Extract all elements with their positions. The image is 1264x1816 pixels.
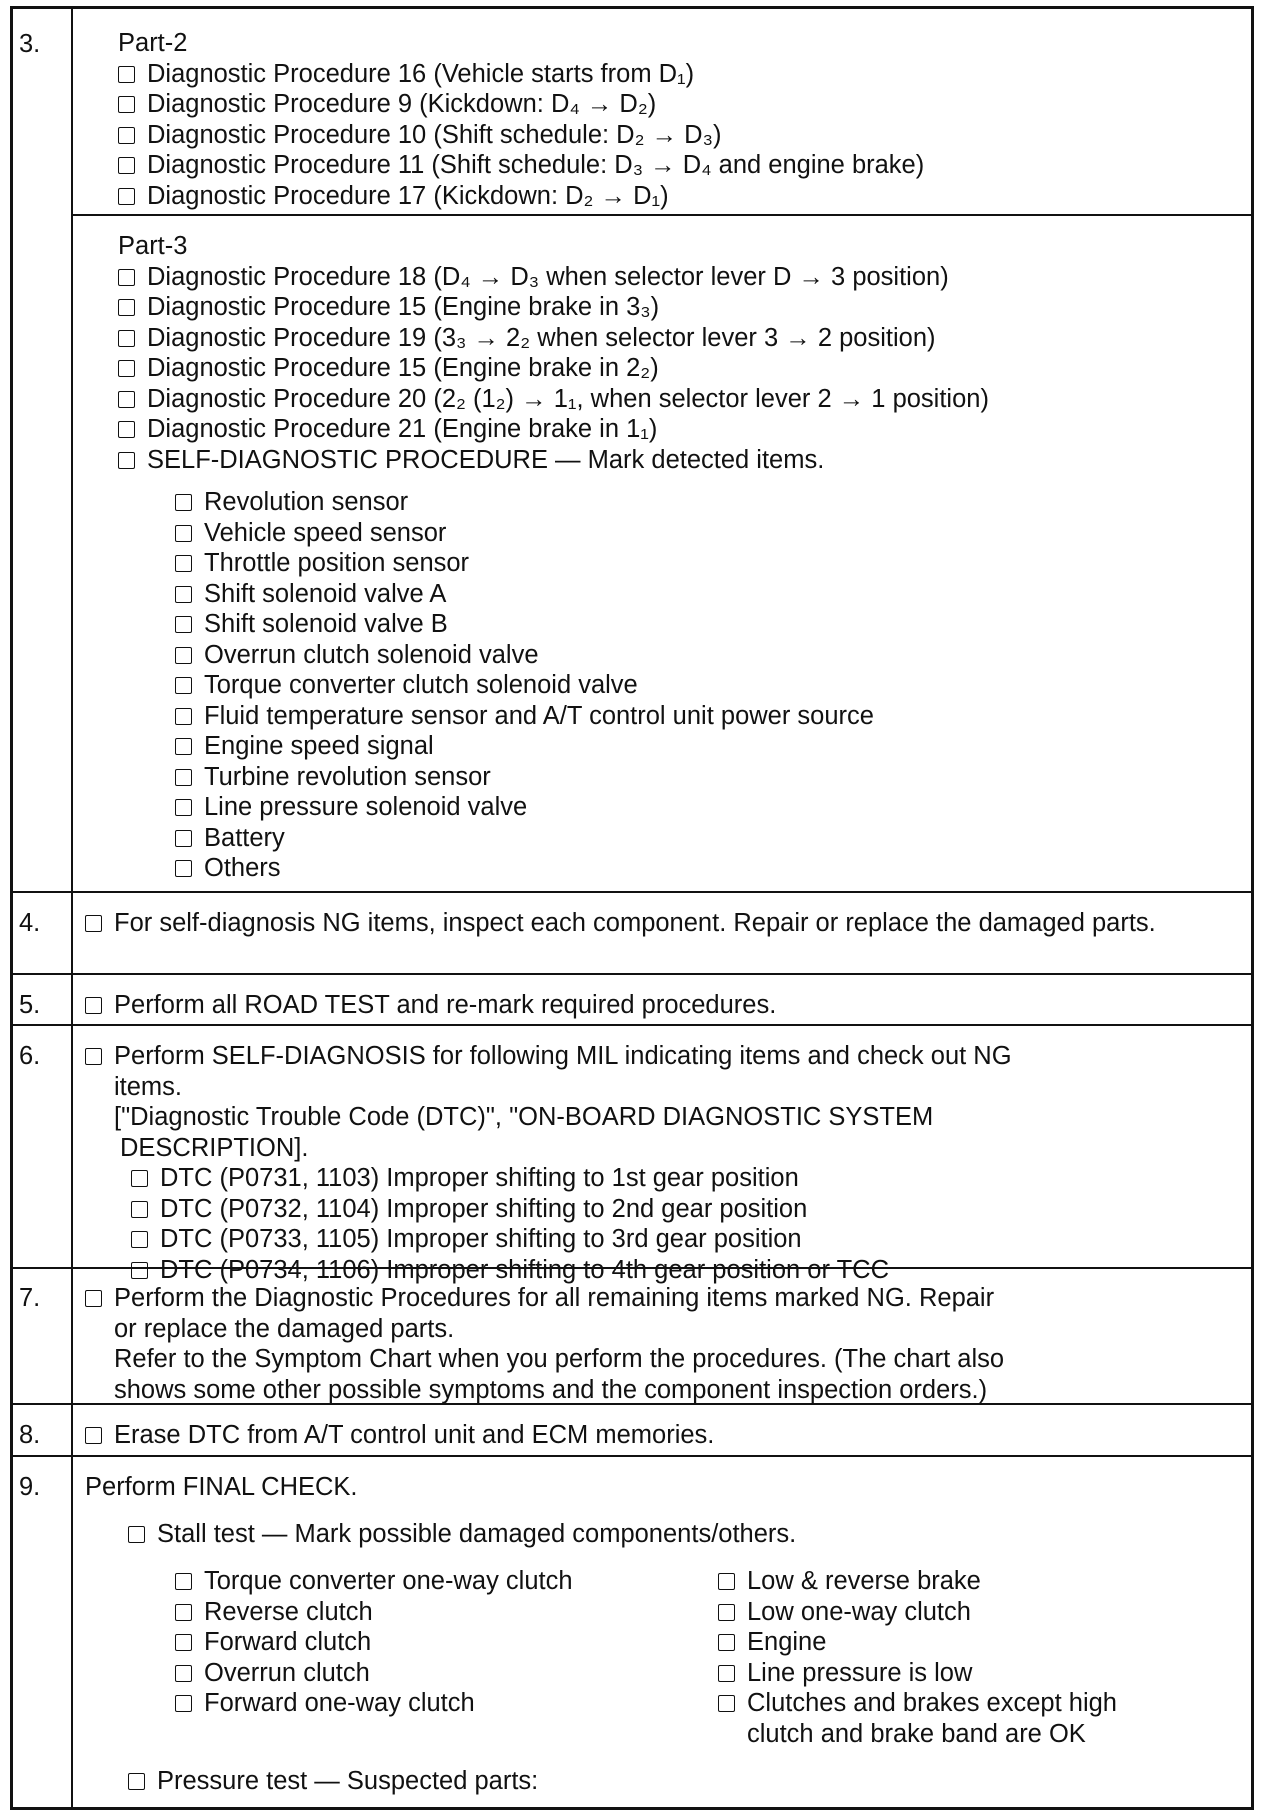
stall-item[interactable]: Low one-way clutch: [718, 1597, 1117, 1628]
checkbox[interactable]: [118, 391, 135, 408]
checkbox[interactable]: [118, 421, 135, 438]
row-divider: [13, 1455, 1251, 1457]
checklist-table: [10, 6, 1254, 1810]
stall-item[interactable]: Reverse clutch: [175, 1597, 573, 1628]
row-divider: [13, 973, 1251, 975]
step-4-item[interactable]: For self-diagnosis NG items, inspect each component. Repair or replace the damaged parts.: [85, 908, 1205, 939]
checkbox[interactable]: [128, 1773, 145, 1790]
part-2-title: Part-2: [118, 29, 188, 57]
checkbox[interactable]: [128, 1526, 145, 1543]
checkbox[interactable]: [175, 494, 192, 511]
checklist-item[interactable]: Diagnostic Procedure 10 (Shift schedule: D₂ → D₃): [118, 120, 924, 151]
checkbox[interactable]: [85, 1048, 102, 1065]
checklist-item[interactable]: Diagnostic Procedure 19 (3₃ → 2₂ when selector lever 3 → 2 position): [118, 323, 989, 354]
stall-item[interactable]: Overrun clutch: [175, 1658, 573, 1689]
checkbox[interactable]: [718, 1634, 735, 1651]
checkbox[interactable]: [85, 1427, 102, 1444]
checkbox[interactable]: [85, 997, 102, 1014]
checkbox[interactable]: [85, 1290, 102, 1307]
checkbox[interactable]: [175, 830, 192, 847]
stall-item[interactable]: Low & reverse brake: [718, 1566, 1117, 1597]
checkbox[interactable]: [131, 1231, 148, 1248]
checkbox[interactable]: [175, 1573, 192, 1590]
checkbox[interactable]: [718, 1695, 735, 1712]
checkbox[interactable]: [175, 799, 192, 816]
checkbox[interactable]: [175, 677, 192, 694]
component-item[interactable]: Battery: [175, 823, 874, 854]
part-3-title: Part-3: [118, 232, 188, 260]
stall-left-column: [175, 1566, 573, 1719]
checkbox[interactable]: [718, 1665, 735, 1682]
checklist-item[interactable]: Diagnostic Procedure 15 (Engine brake in 2₂): [118, 353, 989, 384]
self-diag-components: [175, 487, 874, 884]
stall-test-item[interactable]: Stall test — Mark possible damaged components/others.: [128, 1519, 796, 1550]
checkbox[interactable]: [118, 157, 135, 174]
checkbox[interactable]: [175, 586, 192, 603]
step-7-item[interactable]: Perform the Diagnostic Procedures for all remaining items marked NG. Repair or replace the damaged parts. Refer to the Symptom Chart when you perform the procedures. (The chart also shows some other possible symptoms and the component inspection orders.): [85, 1283, 1004, 1405]
step-number: 4.: [19, 909, 41, 937]
dtc-item[interactable]: DTC (P0734, 1106) Improper shifting to 4th gear position or TCC: [131, 1255, 889, 1286]
checkbox[interactable]: [118, 299, 135, 316]
checkbox[interactable]: [131, 1170, 148, 1187]
checkbox[interactable]: [131, 1262, 148, 1279]
component-item[interactable]: Others: [175, 853, 874, 884]
checkbox[interactable]: [175, 1634, 192, 1651]
final-check-title: Perform FINAL CHECK.: [85, 1473, 358, 1501]
checkbox[interactable]: [118, 188, 135, 205]
step-number: 6.: [19, 1042, 41, 1070]
checkbox[interactable]: [118, 127, 135, 144]
checkbox[interactable]: [131, 1201, 148, 1218]
checkbox[interactable]: [175, 647, 192, 664]
component-item[interactable]: Torque converter clutch solenoid valve: [175, 670, 874, 701]
checkbox[interactable]: [175, 708, 192, 725]
component-item[interactable]: Engine speed signal: [175, 731, 874, 762]
stall-item[interactable]: Forward one-way clutch: [175, 1688, 573, 1719]
dtc-item[interactable]: DTC (P0732, 1104) Improper shifting to 2nd gear position: [131, 1194, 889, 1225]
checkbox[interactable]: [118, 330, 135, 347]
pressure-test-item[interactable]: Pressure test — Suspected parts:: [128, 1766, 538, 1797]
checkbox[interactable]: [175, 555, 192, 572]
checklist-item[interactable]: Diagnostic Procedure 20 (2₂ (1₂) → 1₁, when selector lever 2 → 1 position): [118, 384, 989, 415]
part-divider: [71, 214, 1251, 216]
checkbox[interactable]: [175, 1604, 192, 1621]
checklist-item[interactable]: Diagnostic Procedure 16 (Vehicle starts from D₁): [118, 59, 924, 90]
checkbox[interactable]: [85, 915, 102, 932]
dtc-item[interactable]: DTC (P0733, 1105) Improper shifting to 3rd gear position: [131, 1224, 889, 1255]
checklist-item[interactable]: Diagnostic Procedure 18 (D₄ → D₃ when selector lever D → 3 position): [118, 262, 989, 293]
step-5-item[interactable]: Perform all ROAD TEST and re-mark required procedures.: [85, 990, 776, 1021]
component-item[interactable]: Overrun clutch solenoid valve: [175, 640, 874, 671]
checkbox[interactable]: [175, 1665, 192, 1682]
part-2-section: [118, 28, 924, 211]
checkbox[interactable]: [118, 96, 135, 113]
stall-item[interactable]: Torque converter one-way clutch: [175, 1566, 573, 1597]
checkbox[interactable]: [175, 769, 192, 786]
column-divider: [71, 9, 73, 1807]
component-item[interactable]: Fluid temperature sensor and A/T control unit power source: [175, 701, 874, 732]
component-item[interactable]: Shift solenoid valve A: [175, 579, 874, 610]
component-item[interactable]: Throttle position sensor: [175, 548, 874, 579]
stall-item[interactable]: Engine: [718, 1627, 1117, 1658]
step-number: 3.: [19, 30, 41, 58]
checklist-item[interactable]: Diagnostic Procedure 15 (Engine brake in 3₃): [118, 292, 989, 323]
step-number: 7.: [19, 1284, 41, 1312]
step-8-item[interactable]: Erase DTC from A/T control unit and ECM memories.: [85, 1420, 714, 1451]
dtc-item[interactable]: DTC (P0731, 1103) Improper shifting to 1st gear position: [131, 1163, 889, 1194]
stall-item[interactable]: Clutches and brakes except high: [718, 1688, 1117, 1719]
step-number: 5.: [19, 991, 41, 1019]
checkbox[interactable]: [118, 66, 135, 83]
step-number: 9.: [19, 1473, 41, 1501]
component-item[interactable]: Vehicle speed sensor: [175, 518, 874, 549]
checkbox[interactable]: [118, 452, 135, 469]
checklist-item[interactable]: Diagnostic Procedure 21 (Engine brake in 1₁): [118, 414, 989, 445]
checkbox[interactable]: [718, 1604, 735, 1621]
checkbox[interactable]: [175, 616, 192, 633]
checklist-item[interactable]: SELF-DIAGNOSTIC PROCEDURE — Mark detected items.: [118, 445, 989, 476]
checkbox[interactable]: [175, 738, 192, 755]
checkbox[interactable]: [118, 360, 135, 377]
checklist-item[interactable]: Diagnostic Procedure 11 (Shift schedule: D₃ → D₄ and engine brake): [118, 150, 924, 181]
row-divider: [13, 891, 1251, 893]
checkbox[interactable]: [175, 525, 192, 542]
component-item[interactable]: Turbine revolution sensor: [175, 762, 874, 793]
checklist-item[interactable]: Diagnostic Procedure 17 (Kickdown: D₂ → D₁): [118, 181, 924, 212]
row-divider: [13, 1024, 1251, 1026]
step-number: 8.: [19, 1421, 41, 1449]
checkbox[interactable]: [718, 1573, 735, 1590]
stall-item[interactable]: Line pressure is low: [718, 1658, 1117, 1689]
checkbox[interactable]: [175, 860, 192, 877]
checklist-item[interactable]: Diagnostic Procedure 9 (Kickdown: D₄ → D₂): [118, 89, 924, 120]
stall-right-column: Low & reverse brake Low one-way clutch Engine Line pressure is low Clutches and brakes except high clutch and brake band are OK: [718, 1566, 1117, 1749]
stall-item[interactable]: Forward clutch: [175, 1627, 573, 1658]
checkbox[interactable]: [175, 1695, 192, 1712]
component-item[interactable]: Revolution sensor: [175, 487, 874, 518]
component-item[interactable]: Shift solenoid valve B: [175, 609, 874, 640]
dtc-list: [131, 1163, 889, 1285]
checkbox[interactable]: [118, 269, 135, 286]
step-6-item[interactable]: Perform SELF-DIAGNOSIS for following MIL indicating items and check out NG items. ["Diagnostic Trouble Code (DTC)", "ON-BOARD DIAGNOSTIC SYSTEM DESCRIPTION].: [85, 1041, 1012, 1163]
component-item[interactable]: Line pressure solenoid valve: [175, 792, 874, 823]
part-3-section: [118, 231, 989, 475]
